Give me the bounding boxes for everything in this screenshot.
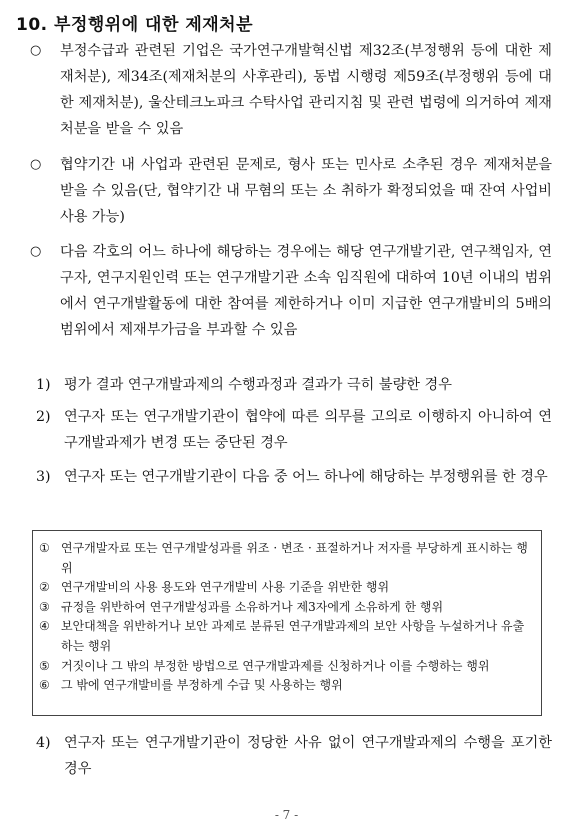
item-text: 연구자 또는 연구개발기관이 다음 중 어느 하나에 해당하는 부정행위를 한 경우 <box>64 469 548 485</box>
numbered-item <box>36 372 552 398</box>
numbered-item <box>36 404 552 456</box>
bullet-text: 부정수급과 관련된 기업은 국가연구개발혁신법 제32조(부정행위 등에 대한 제재처분), 제34조(제재처분의 사후관리), 동법 시행령 제59조(부정행위 등에 대한 제재처분), 울산테크노파크 수탁사업 관리지침 및 관련 법령에 의거하여 제재처분을 받을 수 있음 <box>60 43 552 137</box>
bullet-paragraph <box>30 38 552 142</box>
box-item-text: 연구개발비의 사용 용도와 연구개발비 사용 기준을 위반한 행위 <box>61 580 390 595</box>
numbered-item <box>36 730 552 782</box>
box-list-item <box>39 539 531 578</box>
box-list-item <box>39 657 531 677</box>
item-number: 4) <box>36 735 51 751</box>
box-list-item <box>39 578 531 598</box>
circled-number: ④ <box>39 619 50 634</box>
box-item-text: 보안대책을 위반하거나 보안 과제로 분류된 연구개발과제의 보안 사항을 누설하거나 유출하는 행위 <box>61 619 525 653</box>
bullet-marker: ○ <box>30 43 42 58</box>
bullet-text: 협약기간 내 사업과 관련된 문제로, 형사 또는 민사로 소추된 경우 제재처분을 받을 수 있음(단, 협약기간 내 무혐의 또는 소 취하가 확정되었을 때 잔여 사업비 사용 가능) <box>60 157 552 225</box>
item-number: 3) <box>36 469 51 485</box>
box-item-text: 규정을 위반하여 연구개발성과를 소유하거나 제3자에게 소유하게 한 행위 <box>61 599 444 614</box>
item-text: 연구자 또는 연구개발기관이 협약에 따른 의무를 고의로 이행하지 아니하여 연구개발과제가 변경 또는 중단된 경우 <box>64 409 552 451</box>
box-item-text: 연구개발자료 또는 연구개발성과를 위조 · 변조 · 표절하거나 저자를 부당하게 표시하는 행위 <box>61 541 528 575</box>
circled-number: ① <box>39 541 50 555</box>
box-item-text: 거짓이나 그 밖의 부정한 방법으로 연구개발과제를 신청하거나 이를 수행하는 행위 <box>61 658 490 673</box>
item-text: 평가 결과 연구개발과제의 수행과정과 결과가 극히 불량한 경우 <box>64 377 452 393</box>
bullet-marker: ○ <box>30 157 42 172</box>
bullet-marker: ○ <box>30 244 42 259</box>
numbered-item <box>36 464 552 490</box>
box-list-item <box>39 617 531 656</box>
item-number: 1) <box>36 377 51 393</box>
section-title: 10. 부정행위에 대한 제재처분 <box>16 15 254 35</box>
box-list-item <box>39 598 531 618</box>
circled-number: ② <box>39 580 50 595</box>
box-list-item <box>39 676 531 696</box>
bullet-paragraph <box>30 239 552 343</box>
circled-number: ⑥ <box>39 678 50 693</box>
misconduct-list-box <box>32 530 542 716</box>
item-number: 2) <box>36 409 51 425</box>
circled-number: ③ <box>39 599 50 614</box>
bullet-text: 다음 각호의 어느 하나에 해당하는 경우에는 해당 연구개발기관, 연구책임자, 연구자, 연구지원인력 또는 연구개발기관 소속 임직원에 대하여 10년 이내의 범위에서 연구개발활동에 대한 참여를 제한하거나 이미 지급한 연구개발비의 5배의 범위에서 제재부가금을 부과할 수 있음 <box>60 244 552 338</box>
page-number: - 7 - <box>274 808 299 822</box>
bullet-paragraph <box>30 152 552 230</box>
circled-number: ⑤ <box>39 658 50 673</box>
item-text: 연구자 또는 연구개발기관이 정당한 사유 없이 연구개발과제의 수행을 포기한 경우 <box>64 735 552 777</box>
box-item-text: 그 밖에 연구개발비를 부정하게 수급 및 사용하는 행위 <box>61 678 343 693</box>
